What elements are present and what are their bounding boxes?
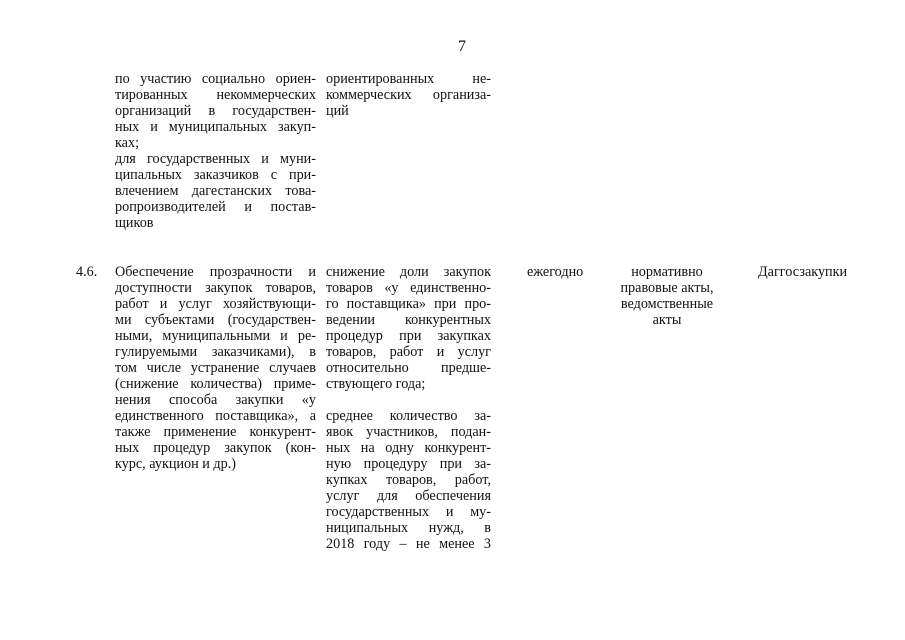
text-line: ропроизводителей и постав- xyxy=(115,199,316,215)
text-line: ках; xyxy=(115,135,140,151)
text-line: ций xyxy=(326,103,349,119)
text-line: доступности закупок товаров, xyxy=(115,280,316,296)
text-line: относительно предше- xyxy=(326,360,491,376)
text-line: тированных некоммерческих xyxy=(115,87,316,103)
continued-indicator-text xyxy=(326,71,491,119)
text-line: ориентированных не- xyxy=(326,71,491,87)
text-line: организаций в государствен- xyxy=(115,103,316,119)
text-line: ных на одну конкурент- xyxy=(326,440,491,456)
text-line: щиков xyxy=(115,215,154,231)
text-line: курс, аукцион и др.) xyxy=(115,456,236,472)
text-line: государственных и му- xyxy=(326,504,491,520)
text-line: влечением дагестанских това- xyxy=(115,183,316,199)
row-indicators xyxy=(326,264,491,552)
text-line: го поставщика» при про- xyxy=(326,296,491,312)
page-number: 7 xyxy=(458,38,466,55)
row-responsible: Даггосзакупки xyxy=(758,264,848,280)
text-line: ми субъектами (государствен- xyxy=(115,312,316,328)
text-line: купках товаров, работ, xyxy=(326,472,491,488)
row-measure-text xyxy=(115,264,316,472)
text-line: для государственных и муни- xyxy=(115,151,316,167)
text-line: снижение доли закупок xyxy=(326,264,491,280)
text-line: ципальных заказчиков с при- xyxy=(115,167,316,183)
text-line: явок участников, подан- xyxy=(326,424,491,440)
text-line: ными, муниципальными и ре- xyxy=(115,328,316,344)
text-line: ниципальных нужд, в xyxy=(326,520,491,536)
row-number: 4.6. xyxy=(76,264,98,280)
text-line: акты xyxy=(652,312,682,328)
text-line: ведомственные xyxy=(620,296,714,312)
text-line: также применение конкурент- xyxy=(115,424,316,440)
text-line: правовые акты, xyxy=(620,280,714,296)
text-line: ствующего года; xyxy=(326,376,426,392)
text-line: процедур при закупках xyxy=(326,328,491,344)
text-line: Обеспечение прозрачности и xyxy=(115,264,316,280)
text-line: товаров «у единственно- xyxy=(326,280,491,296)
row-documents xyxy=(604,264,730,328)
text-line: по участию социально ориен- xyxy=(115,71,316,87)
text-line: (снижение количества) приме- xyxy=(115,376,316,392)
text-line: ведении конкурентных xyxy=(326,312,491,328)
text-line: услуг для обеспечения xyxy=(326,488,491,504)
text-line: среднее количество за- xyxy=(326,408,491,424)
row-deadline: ежегодно xyxy=(527,264,584,280)
continued-measure-text xyxy=(115,71,316,231)
text-line: товаров, работ и услуг xyxy=(326,344,491,360)
text-line: коммерческих организа- xyxy=(326,87,491,103)
text-line: нормативно xyxy=(631,264,703,280)
text-line: единственного поставщика», а xyxy=(115,408,316,424)
text-line: ных процедур закупок (кон- xyxy=(115,440,316,456)
text-line: гулируемыми заказчиками), в xyxy=(115,344,316,360)
text-line: работ и услуг хозяйствующи- xyxy=(115,296,316,312)
text-line: ных и муниципальных закуп- xyxy=(115,119,316,135)
text-line: ную процедуру при за- xyxy=(326,456,491,472)
text-line: нения способа закупки «у xyxy=(115,392,316,408)
text-line: том числе устранение случаев xyxy=(115,360,316,376)
text-line: 2018 году – не менее 3 xyxy=(326,536,491,552)
